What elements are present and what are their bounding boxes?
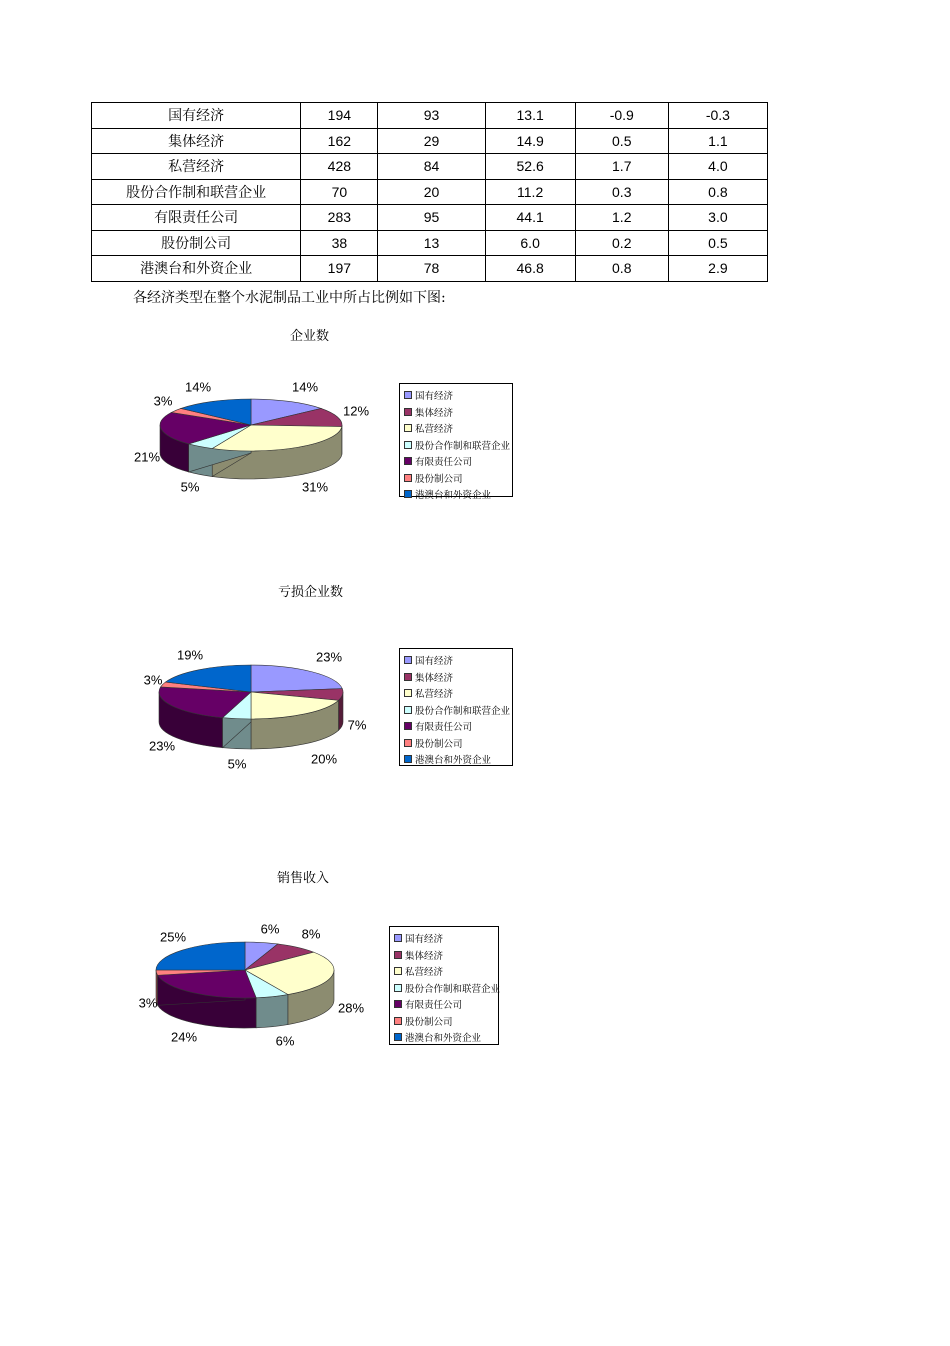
- pie-chart: [144, 647, 367, 771]
- pie-percent-label: 3%: [143, 672, 163, 688]
- pie-percent-label: 14%: [184, 379, 212, 395]
- pie-chart: [134, 379, 369, 494]
- legend-swatch: [404, 739, 412, 747]
- table-cell: 13.1: [485, 103, 575, 129]
- pie-percent-label: 6%: [260, 921, 280, 937]
- pie-percent-label: 3%: [153, 393, 173, 409]
- legend-item: [404, 702, 512, 719]
- chart-caption: 各经济类型在整个水泥制品工业中所占比例如下图:: [133, 290, 446, 306]
- legend-label: 股份合作制和联营企业: [415, 705, 511, 717]
- legend-label: 集体经济: [415, 672, 454, 684]
- table-cell: 0.5: [668, 230, 767, 256]
- pie-percent-label: 5%: [180, 479, 200, 495]
- pie-percent-label: 23%: [148, 738, 176, 754]
- pie-slice: [251, 665, 342, 692]
- legend-item: [394, 1029, 498, 1046]
- table-cell: 0.2: [575, 230, 668, 256]
- legend-item: [394, 996, 498, 1013]
- pie-chart: [139, 921, 365, 1048]
- table-cell: 29: [378, 128, 485, 154]
- chart-legend: [389, 926, 499, 1045]
- pie-percent-label: 6%: [275, 1033, 295, 1049]
- pie-percent-label: 3%: [138, 995, 158, 1011]
- legend-label: 有限责任公司: [405, 1000, 463, 1012]
- legend-swatch: [404, 457, 412, 465]
- table-cell: 0.8: [575, 256, 668, 282]
- table-cell: 0.3: [575, 179, 668, 205]
- legend-swatch: [404, 391, 412, 399]
- legend-label: 有限责任公司: [415, 722, 473, 734]
- table-cell: 14.9: [485, 128, 575, 154]
- table-cell: 95: [378, 205, 485, 231]
- chart-title: 销售收入: [277, 871, 330, 886]
- row-label: 股份合作制和联营企业: [92, 179, 301, 205]
- table-cell: 197: [301, 256, 378, 282]
- legend-label: 港澳台和外资企业: [405, 1033, 482, 1045]
- table-cell: 44.1: [485, 205, 575, 231]
- pie-percent-label: 19%: [176, 647, 204, 663]
- legend-swatch: [404, 441, 412, 449]
- table-cell: -0.9: [575, 103, 668, 129]
- table-cell: 194: [301, 103, 378, 129]
- legend-swatch: [394, 951, 402, 959]
- legend-item: [404, 420, 512, 437]
- legend-label: 国有经济: [415, 391, 454, 403]
- pie-percent-label: 24%: [170, 1029, 198, 1045]
- legend-item: [404, 453, 512, 470]
- legend-item: [404, 470, 512, 487]
- legend-item: [404, 669, 512, 686]
- legend-item: [394, 963, 498, 980]
- legend-item: [404, 735, 512, 752]
- pie-percent-label: 20%: [310, 751, 338, 767]
- table-cell: 6.0: [485, 230, 575, 256]
- chart-title: 亏损企业数: [278, 585, 344, 600]
- legend-item: [404, 486, 512, 503]
- legend-swatch: [394, 1033, 402, 1041]
- pie-side: [256, 995, 288, 1028]
- legend-swatch: [404, 408, 412, 416]
- legend-item: [404, 404, 512, 421]
- legend-swatch: [404, 706, 412, 714]
- legend-swatch: [404, 689, 412, 697]
- pie-percent-label: 28%: [337, 1000, 365, 1016]
- table-cell: 0.8: [668, 179, 767, 205]
- row-label: 国有经济: [92, 103, 301, 129]
- table-cell: 0.5: [575, 128, 668, 154]
- legend-swatch: [404, 673, 412, 681]
- legend-label: 集体经济: [405, 950, 444, 962]
- table-cell: 46.8: [485, 256, 575, 282]
- legend-swatch: [404, 490, 412, 498]
- legend-item: [404, 387, 512, 404]
- legend-swatch: [404, 424, 412, 432]
- legend-swatch: [394, 967, 402, 975]
- table-cell: 11.2: [485, 179, 575, 205]
- legend-label: 股份制公司: [405, 1016, 453, 1028]
- legend-label: 港澳台和外资企业: [415, 755, 492, 767]
- pie-percent-label: 7%: [347, 717, 367, 733]
- legend-label: 集体经济: [415, 407, 454, 419]
- legend-label: 股份合作制和联营企业: [405, 983, 501, 995]
- pie-slice: [156, 942, 245, 970]
- pie-percent-label: 25%: [159, 929, 187, 945]
- table-cell: 78: [378, 256, 485, 282]
- legend-item: [404, 751, 512, 768]
- legend-swatch: [404, 474, 412, 482]
- table-cell: 162: [301, 128, 378, 154]
- row-label: 集体经济: [92, 128, 301, 154]
- legend-swatch: [394, 934, 402, 942]
- legend-item: [404, 685, 512, 702]
- chart-title: 企业数: [290, 329, 330, 344]
- legend-swatch: [394, 1017, 402, 1025]
- row-label: 港澳台和外资企业: [92, 256, 301, 282]
- legend-item: [394, 947, 498, 964]
- legend-item: [404, 437, 512, 454]
- pie-percent-label: 31%: [301, 479, 329, 495]
- table-cell: 4.0: [668, 154, 767, 180]
- table-cell: -0.3: [668, 103, 767, 129]
- table-cell: 1.1: [668, 128, 767, 154]
- table-cell: 283: [301, 205, 378, 231]
- legend-swatch: [394, 984, 402, 992]
- table-cell: 3.0: [668, 205, 767, 231]
- legend-label: 私营经济: [405, 967, 444, 979]
- legend-item: [394, 930, 498, 947]
- legend-label: 股份合作制和联营企业: [415, 440, 511, 452]
- legend-item: [404, 718, 512, 735]
- legend-swatch: [394, 1000, 402, 1008]
- legend-label: 股份制公司: [415, 473, 463, 485]
- pie-percent-label: 8%: [301, 926, 321, 942]
- legend-label: 私营经济: [415, 689, 454, 701]
- legend-swatch: [404, 656, 412, 664]
- legend-label: 股份制公司: [415, 738, 463, 750]
- legend-label: 国有经济: [415, 656, 454, 668]
- legend-item: [404, 652, 512, 669]
- table-cell: 13: [378, 230, 485, 256]
- table-cell: 84: [378, 154, 485, 180]
- legend-item: [394, 980, 501, 997]
- chart-legend: [399, 648, 513, 766]
- row-label: 私营经济: [92, 154, 301, 180]
- legend-label: 有限责任公司: [415, 457, 473, 469]
- pie-percent-label: 14%: [291, 379, 319, 395]
- pie-percent-label: 12%: [342, 403, 370, 419]
- table-cell: 1.7: [575, 154, 668, 180]
- table-cell: 20: [378, 179, 485, 205]
- table-cell: 2.9: [668, 256, 767, 282]
- table-cell: 428: [301, 154, 378, 180]
- legend-item: [394, 1013, 498, 1030]
- table-cell: 38: [301, 230, 378, 256]
- table-cell: 70: [301, 179, 378, 205]
- chart-legend: [399, 383, 513, 502]
- row-label: 股份制公司: [92, 230, 301, 256]
- row-label: 有限责任公司: [92, 205, 301, 231]
- table-cell: 52.6: [485, 154, 575, 180]
- legend-label: 国有经济: [405, 934, 444, 946]
- table-cell: 93: [378, 103, 485, 129]
- pie-percent-label: 5%: [227, 756, 247, 772]
- pie-percent-label: 23%: [315, 649, 343, 665]
- legend-swatch: [404, 755, 412, 763]
- table-cell: 1.2: [575, 205, 668, 231]
- legend-label: 港澳台和外资企业: [415, 490, 492, 502]
- pie-percent-label: 21%: [133, 449, 161, 465]
- legend-swatch: [404, 722, 412, 730]
- legend-label: 私营经济: [415, 424, 454, 436]
